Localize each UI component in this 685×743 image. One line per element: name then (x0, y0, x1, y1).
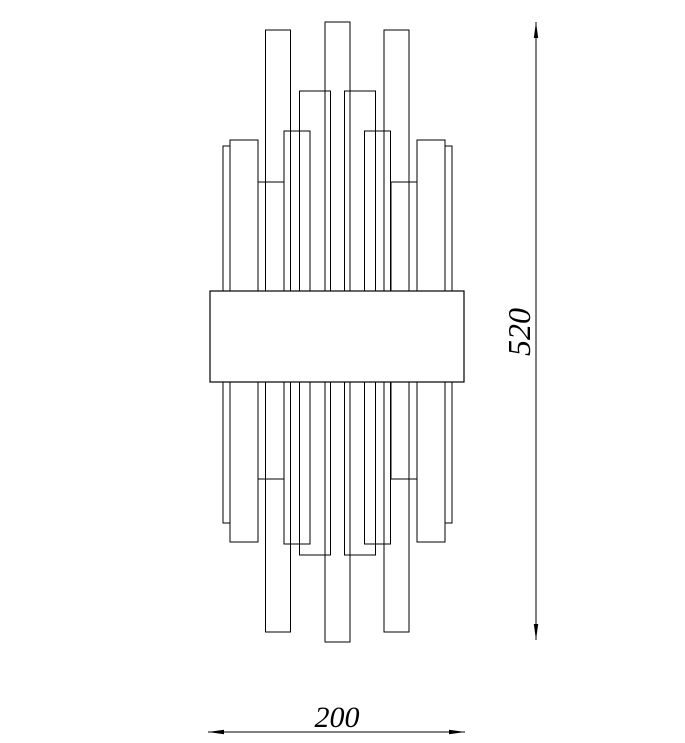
arrow-down-icon (534, 624, 538, 640)
arrow-right-icon (449, 730, 465, 734)
arrow-up-icon (534, 22, 538, 38)
center-band (210, 291, 464, 382)
height-dimension-label: 520 (501, 308, 537, 356)
width-dimension-label: 200 (314, 701, 360, 734)
height-dimension (501, 22, 538, 640)
arrow-left-icon (208, 730, 224, 734)
width-dimension (208, 701, 465, 734)
